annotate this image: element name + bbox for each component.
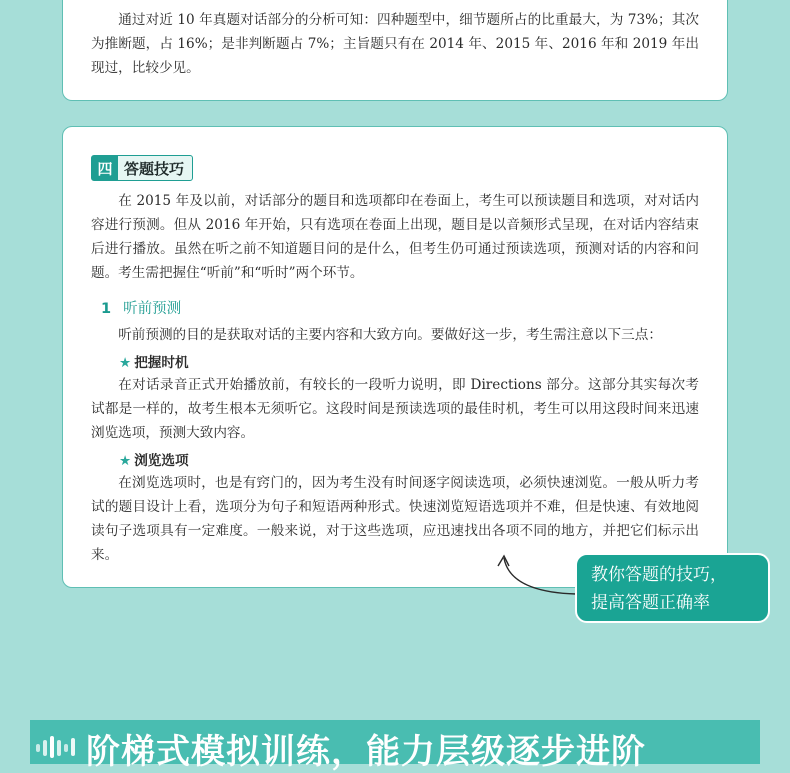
point-title: 把握时机 bbox=[134, 355, 189, 371]
analysis-card bbox=[62, 0, 728, 101]
answer-tips-card bbox=[62, 126, 728, 588]
star-icon: ★ bbox=[119, 355, 132, 371]
subsection-title: 听前预测 bbox=[123, 301, 182, 317]
point-text-timing: 在对话录音正式开始播放前，有较长的一段听力说明，即 Directions 部分。这部分其实每次考试都是一样的，故考生根本无须听它。这段时间是预读选项的最佳时机，考生可以用这段时间来迅速浏览选项，预测大致内容。 bbox=[91, 377, 699, 441]
subsection-heading bbox=[101, 297, 181, 318]
point-text-browse: 在浏览选项时，也是有窍门的，因为考生没有时间逐字阅读选项，必须快速浏览。一般从听力考试的题目设计上看，选项分为句子和短语两种形式。快速浏览短语选项并不难，但是快速、有效地阅读句子选项具有一定难度。一般来说，对于这些选项，应迅速找出各项不同的地方，并把它们标示出来。 bbox=[91, 475, 699, 563]
analysis-paragraph: 通过对近 10 年真题对话部分的分析可知：四种题型中，细节题所占的比重最大，为 73%；其次为推断题，占 16%；是非判断题占 7%；主旨题只有在 2014 年、2015 年、2016 年和 2019 年出现过，比较少见。 bbox=[91, 12, 699, 76]
point-heading-timing bbox=[119, 351, 189, 371]
section-title: 答题技巧 bbox=[124, 159, 185, 178]
point-heading-browse bbox=[119, 449, 189, 469]
tip-line-1: 教你答题的技巧， bbox=[591, 565, 727, 585]
section-heading bbox=[91, 155, 193, 181]
tip-callout bbox=[575, 553, 770, 623]
star-icon: ★ bbox=[119, 453, 132, 469]
audio-bars-icon bbox=[36, 734, 82, 760]
section-paragraph: 在 2015 年及以前，对话部分的题目和选项都印在卷面上，考生可以预读题目和选项，对对话内容进行预测。但从 2016 年开始，只有选项在卷面上出现，题目是以音频形式呈现，在对话内容结束后进行播放。虽然在听之前不知道题目问的是什么，但考生仍可通过预读选项，预测对话的内容和问题。考生需把握住“听前”和“听时”两个环节。 bbox=[91, 193, 699, 281]
point-title: 浏览选项 bbox=[134, 453, 189, 469]
subsection-intro: 听前预测的目的是获取对话的主要内容和大致方向。要做好这一步，考生需注意以下三点： bbox=[118, 327, 662, 343]
callout-pointer-icon bbox=[496, 552, 580, 602]
subsection-number: 1 bbox=[101, 301, 112, 317]
section-number: 四 bbox=[92, 156, 118, 180]
banner-title: 阶梯式模拟训练，能力层级逐步进阶 bbox=[86, 732, 646, 772]
tip-line-2: 提高答题正确率 bbox=[591, 593, 710, 613]
